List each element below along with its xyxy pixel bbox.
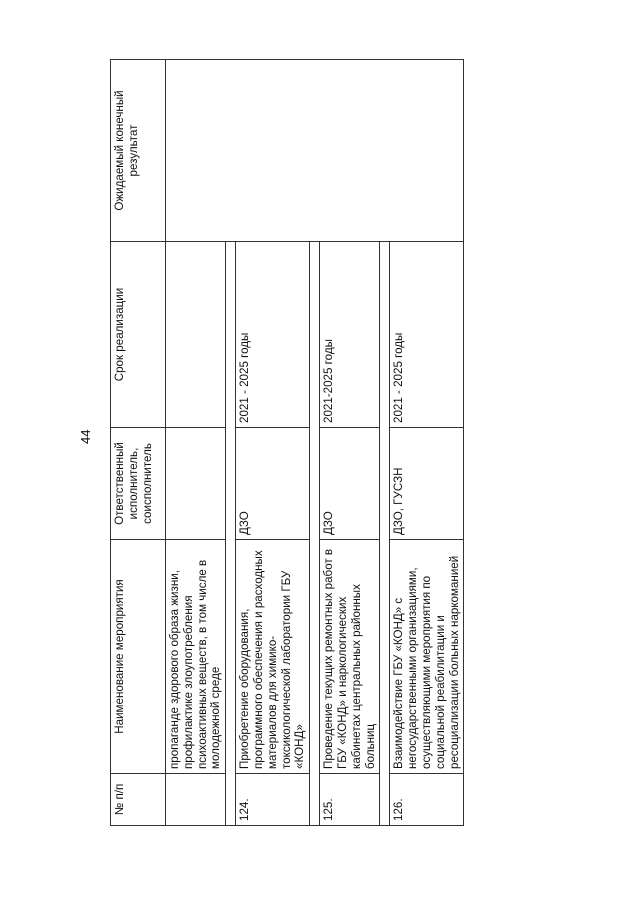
cell-responsible (166, 428, 226, 540)
header-result: Ожидаемый конечный результат (111, 60, 166, 242)
measures-table (110, 59, 464, 826)
table-header-row (111, 60, 166, 826)
cell-num: 125. (320, 774, 380, 826)
cell-name: пропаганде здорового образа жизни, профилактике злоупотребления психоактивных веществ, в том числе в молодежной среде (166, 540, 226, 774)
header-responsible: Ответственный исполнитель, соисполнитель (111, 428, 166, 540)
cell-period: 2021 - 2025 годы (236, 242, 310, 428)
cell-responsible: ДЗО, ГУСЗН (390, 428, 464, 540)
cell-period: 2021-2025 годы (320, 242, 380, 428)
rotated-table-wrapper (110, 60, 461, 826)
header-name: Наименование мероприятия (111, 540, 166, 774)
cell-responsible: ДЗО (236, 428, 310, 540)
cell-period: 2021 - 2025 годы (390, 242, 464, 428)
cell-responsible: ДЗО (320, 428, 380, 540)
page-number: 44 (78, 429, 93, 444)
cell-result-merged (166, 60, 464, 242)
header-period: Срок реализации (111, 242, 166, 428)
cell-num: 124. (236, 774, 310, 826)
cell-num: 126. (390, 774, 464, 826)
cell-num (166, 774, 226, 826)
cell-name: Приобретение оборудования, программного обеспечения и расходных материалов для химико-токсикологической лаборатории ГБУ «КОНД» (236, 540, 310, 774)
cell-name: Проведение текущих ремонтных работ в ГБУ «КОНД» и наркологических кабинетах центральных районных больниц (320, 540, 380, 774)
cell-period (166, 242, 226, 428)
header-num: № п/п (111, 774, 166, 826)
cell-name: Взаимодействие ГБУ «КОНД» с негосударственными организациями, осуществляющими мероприятия по социальной реабилитации и ресоциализации больных наркоманией (390, 540, 464, 774)
table-row-continuation (166, 60, 226, 826)
